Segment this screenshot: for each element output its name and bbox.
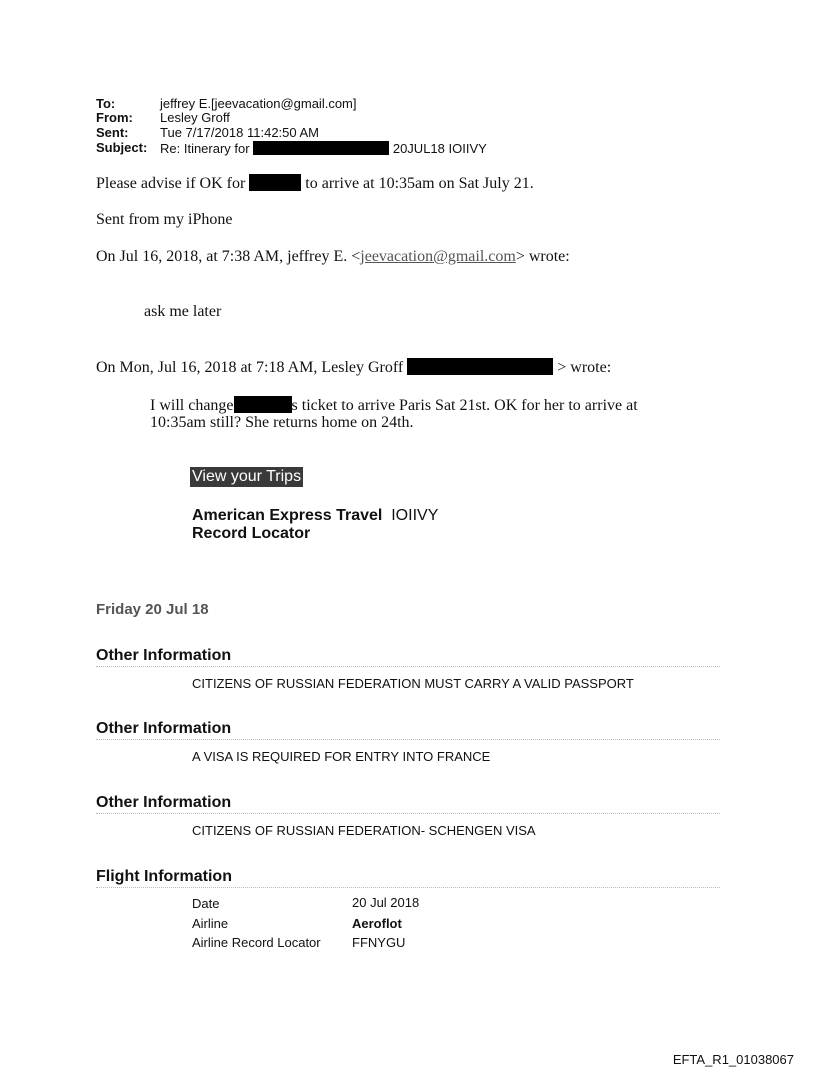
section-heading: Other Information: [96, 646, 720, 667]
redaction-box: [249, 174, 301, 191]
section-text: CITIZENS OF RUSSIAN FEDERATION MUST CARRY A VALID PASSPORT: [192, 676, 634, 691]
record-locator-label: Record Locator: [192, 525, 311, 542]
quote-header-2: [96, 358, 611, 377]
day-heading: Friday 20 Jul 18: [96, 601, 209, 618]
amex-label: American Express Travel: [192, 507, 383, 524]
sent-value: Tue 7/17/2018 11:42:50 AM: [160, 125, 320, 140]
quote2-suffix: > wrote:: [557, 359, 612, 376]
email-link[interactable]: jeevacation@gmail.com: [360, 248, 516, 265]
redaction-box: [234, 396, 292, 413]
document-id: EFTA_R1_01038067: [672, 1052, 794, 1067]
view-trips-button[interactable]: View your Trips: [192, 468, 302, 485]
section-text: A VISA IS REQUIRED FOR ENTRY INTO FRANCE: [192, 749, 491, 764]
section-heading: Other Information: [96, 719, 720, 740]
flight-date-value: 20 Jul 2018: [352, 895, 420, 910]
section-heading: Other Information: [96, 793, 720, 814]
line1-suffix: to arrive at 10:35am on Sat July 21.: [305, 175, 534, 192]
amex-block: [192, 507, 438, 543]
reply-ask-me-later: ask me later: [144, 303, 222, 320]
quote1-prefix: On Jul 16, 2018, at 7:38 AM, jeffrey E. <: [96, 248, 361, 265]
to-label: To:: [96, 96, 116, 111]
to-value: jeffrey E.[jeevacation@gmail.com]: [160, 96, 357, 111]
flight-info-heading: Flight Information: [96, 867, 720, 888]
amex-code: IOIIVY: [391, 507, 439, 524]
quote2-prefix: On Mon, Jul 16, 2018 at 7:18 AM, Lesley Groff: [96, 359, 404, 376]
subject-label: Subject:: [96, 140, 148, 155]
subject-suffix: 20JUL18 IOIIVY: [392, 141, 487, 156]
flight-locator-label: Airline Record Locator: [192, 935, 321, 950]
reply-change-ticket-line-2: 10:35am still? She returns home on 24th.: [150, 414, 414, 431]
from-value: Lesley Groff: [160, 110, 230, 125]
from-label: From:: [96, 110, 133, 125]
flight-airline-value: Aeroflot: [352, 916, 402, 931]
signature-line: Sent from my iPhone: [96, 211, 233, 228]
subject-value: [160, 141, 487, 156]
view-trips-button-wrap: [190, 467, 303, 487]
redaction-box: [407, 358, 553, 375]
section-text: CITIZENS OF RUSSIAN FEDERATION- SCHENGEN VISA: [192, 823, 536, 838]
sent-label: Sent:: [96, 125, 129, 140]
reply2-suffix: s ticket to arrive Paris Sat 21st. OK for her to arrive at: [291, 397, 638, 414]
flight-locator-value: FFNYGU: [352, 935, 406, 950]
message-line-1: [96, 174, 534, 193]
subject-prefix: Re: Itinerary for: [160, 141, 250, 156]
reply2-prefix: I will change: [150, 397, 234, 414]
reply-change-ticket-line-1: [150, 396, 638, 415]
flight-airline-label: Airline: [192, 916, 229, 931]
flight-date-label: Date: [192, 896, 220, 911]
line1-prefix: Please advise if OK for: [96, 175, 246, 192]
quote1-suffix: > wrote:: [515, 248, 570, 265]
quote-header-1: [96, 248, 570, 266]
redaction-box: [253, 141, 389, 155]
